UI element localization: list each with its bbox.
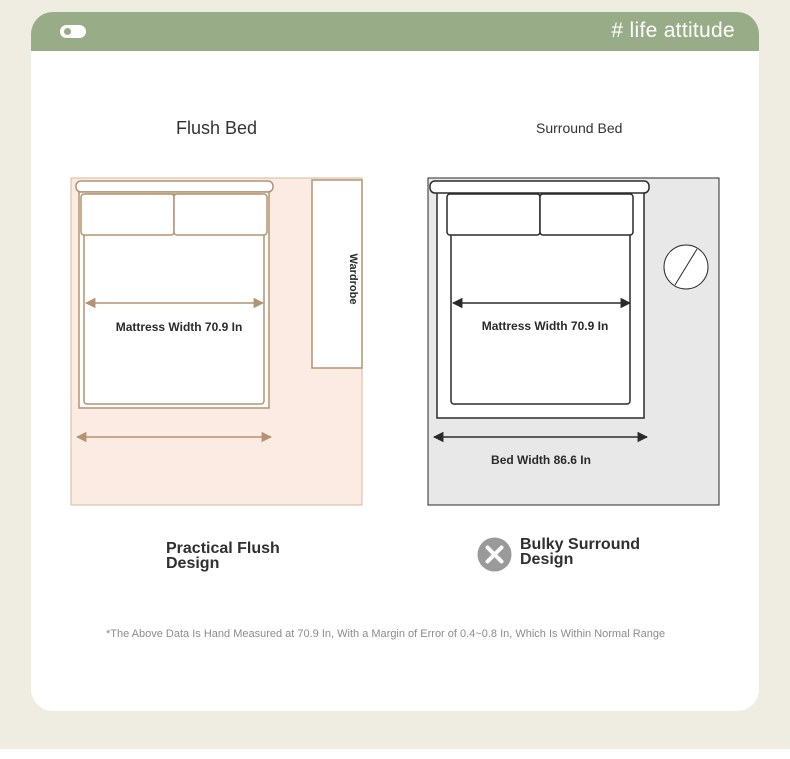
- surround-mattress-width-label: Mattress Width 70.9 In: [481, 319, 609, 333]
- bed-comparison-diagram: [31, 12, 759, 711]
- surround-caption: Bulky Surround Design: [520, 536, 641, 568]
- surround-pillow-left: [447, 194, 540, 235]
- surround-bed-plan: [428, 178, 719, 505]
- measurement-footnote: *The Above Data Is Hand Measured at 70.9 In, With a Margin of Error of 0.4~0.8 In, Which Is Within Normal Range: [106, 628, 666, 640]
- wardrobe-label: Wardrobe: [347, 253, 359, 305]
- bottom-strip: [0, 749, 790, 759]
- flush-caption: Practical Flush Design: [166, 540, 280, 572]
- headboard: [76, 181, 273, 192]
- comparison-card: [31, 12, 759, 711]
- surround-pillow-right: [540, 194, 633, 235]
- mattress-width-label: Mattress Width 70.9 In: [115, 320, 243, 334]
- header-title: # life attitude: [611, 19, 735, 42]
- flush-bed-plan: [71, 178, 362, 505]
- surround-bed-title: Surround Bed: [536, 120, 623, 136]
- x-circle-icon: [477, 537, 512, 572]
- pillow-left: [81, 194, 174, 235]
- flush-bed-title: Flush Bed: [176, 118, 258, 138]
- surround-headboard: [430, 181, 649, 193]
- surround-bed-width-label: Bed Width 86.6 In: [491, 453, 591, 467]
- pillow-right: [174, 194, 267, 235]
